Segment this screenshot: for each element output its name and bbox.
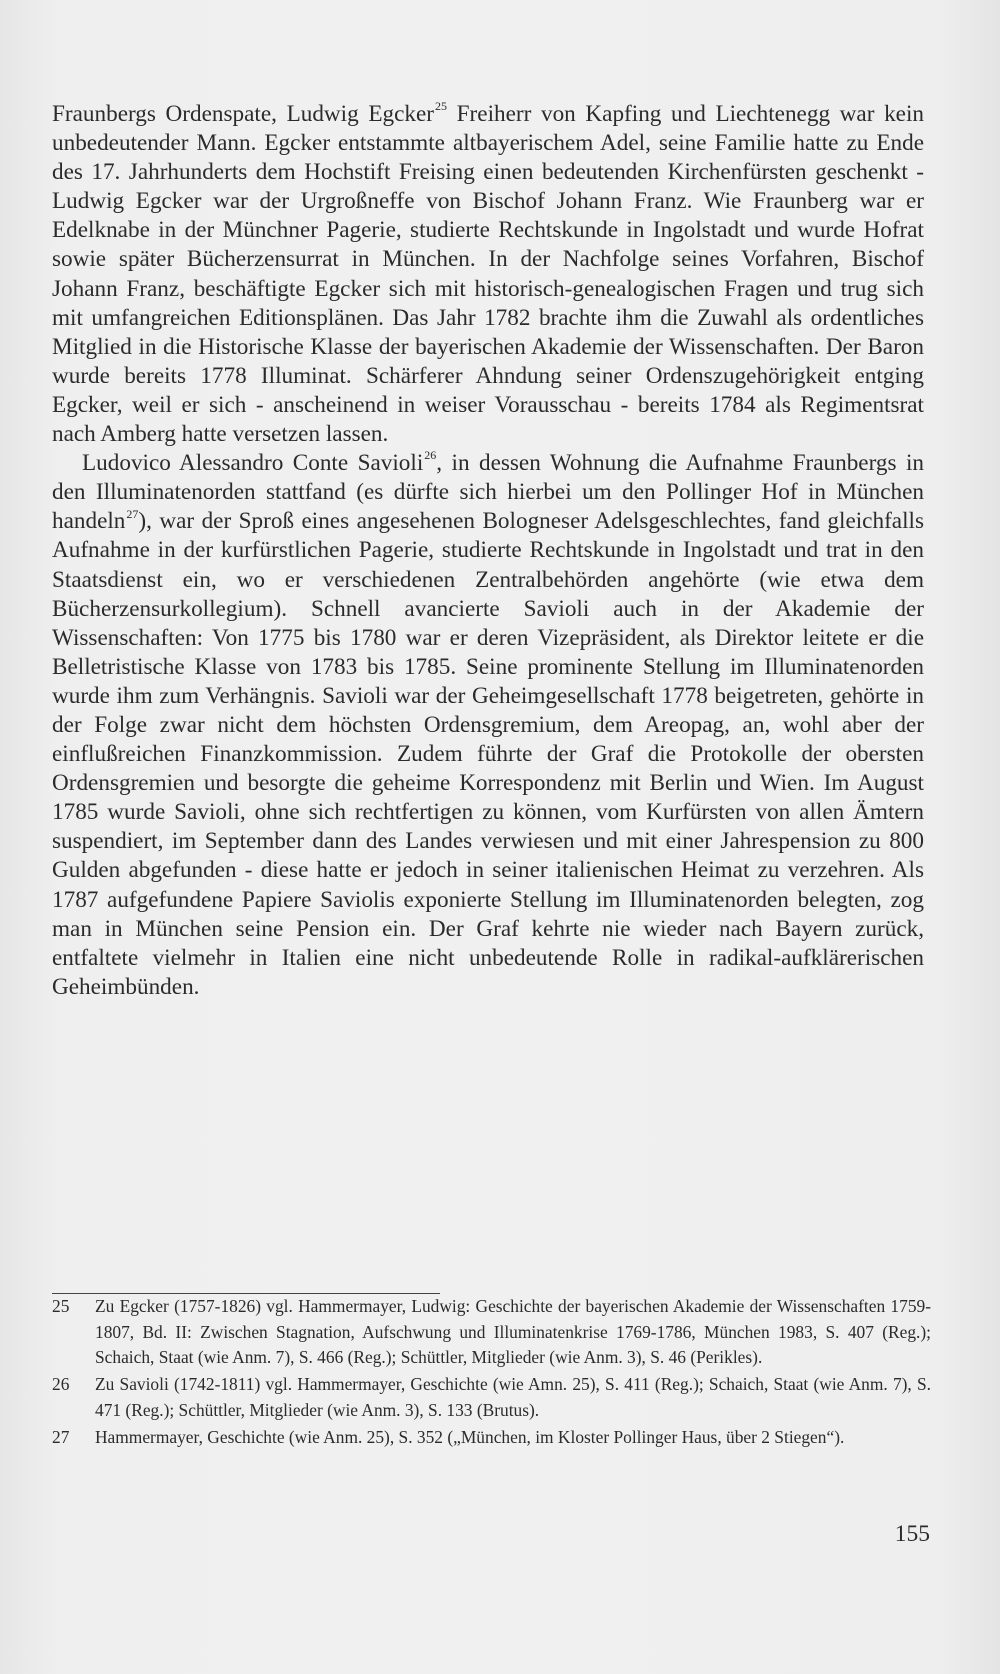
paragraph-text: Fraunbergs Ordenspate, Ludwig Egcker bbox=[52, 101, 435, 127]
footnote-number: 27 bbox=[52, 1426, 70, 1447]
paragraph-egcker bbox=[52, 100, 924, 449]
footnote-ref-25[interactable]: 25 bbox=[435, 99, 448, 114]
footnote-text: Hammermayer, Geschichte (wie Anm. 25), S. 352 („München, im Kloster Pollinger Haus, über 2 Stiegen“). bbox=[95, 1426, 845, 1447]
footnote-number: 25 bbox=[52, 1296, 70, 1316]
page-number: 155 bbox=[894, 1521, 930, 1547]
footnote-ref-26[interactable]: 26 bbox=[424, 448, 437, 463]
paragraph-savioli bbox=[52, 449, 924, 1002]
footnote-text: Zu Savioli (1742-1811) vgl. Hammermayer, Geschichte (wie Amn. 25), S. 411 (Reg.); Schaich, Staat (wie Anm. 7), S. 471 (Reg.); Schüttler, Mitglieder (wie Anm. 3), S. 133 (Brutus). bbox=[95, 1374, 931, 1420]
paragraph-text: Freiherr von Kapfing und Liechtenegg war kein unbedeutender Mann. Egcker entstammte altbayerischem Adel, seine Familie hatte zu Ende des 17. Jahrhunderts dem Hochstift Freising einen bedeutenden Kirchenfürsten geschenkt - Ludwig Egcker war der Urgroßneffe von Bischof Johann Franz. Wie Fraunberg war er Edelknabe in der Münchner Pagerie, studierte Rechtskunde in Ingolstadt und wurde Hofrat sowie später Bücherzensurrat in München. In der Nachfolge seines Vorfahren, Bischof Johann Franz, beschäftigte Egcker sich mit historisch-genealogischen Fragen und trug sich mit umfangreichen Editionsplänen. Das Jahr 1782 brachte ihm die Zuwahl als ordentliches Mitglied in die Historische Klasse der bayerischen Akademie der Wissenschaften. Der Baron wurde bereits 1778 Illuminat. Schärferer Ahndung seiner Ordenszugehörigkeit entging Egcker, weil er sich - anscheinend in weiser Vorausschau - bereits 1784 als Regimentsrat nach Amberg hatte versetzen lassen. bbox=[52, 101, 925, 448]
footnotes bbox=[52, 1294, 931, 1452]
footnote-number: 26 bbox=[52, 1374, 70, 1394]
paragraph-text: ), war der Sproß eines angesehenen Bologneser Adelsgeschlechtes, fand gleichfalls Aufnahme in der kurfürstlichen Pagerie, studierte Rechtskunde in Ingolstadt und trat in den Staatsdienst ein, wo er verschiedenen Zentralbehörden angehörte (wie etwa dem Bücherzensurkollegium). Schnell avancierte Savioli auch in der Akademie der Wissenschaften: Von 1775 bis 1780 war er deren Vizepräsident, als Direktor leitete er die Belletristische Klasse von 1783 bis 1785. Seine prominente Stellung im Illuminatenorden wurde ihm zum Verhängnis. Savioli war der Geheimgesellschaft 1778 beigetreten, gehörte in der Folge zwar nicht dem höchsten Ordensgremium, dem Areopag, an, wohl aber der einflußreichen Finanzkommission. Zudem führte der Graf die Protokolle der obersten Ordensgremien und besorgte die geheime Korrespondenz mit Berlin und Wien. Im August 1785 wurde Savioli, ohne sich rechtfertigen zu können, vom Kurfürsten von allen Ämtern suspendiert, im September dann des Landes verwiesen und mit einer Jahrespension zu 800 Gulden abgefunden - diese hatte er jedoch in seiner italienischen Heimat zu verzehren. Als 1787 aufgefundene Papiere Saviolis exponierte Stellung im Illuminatenorden belegten, zog man in München seine Pension ein. Der Graf kehrte nie wieder nach Bayern zurück, entfaltete vielmehr in Italien eine nicht unbedeutende Rolle in radikal-aufklärerischen Geheimbünden. bbox=[52, 508, 924, 1000]
footnote-26 bbox=[52, 1372, 931, 1423]
paragraph-text: , in dessen Wohnung die Aufnahme Fraunbergs in den Illuminatenorden stattfand (es dürfte sich hierbei um den Pollinger Hof in München handeln bbox=[52, 450, 924, 535]
paragraph-text: Ludovico Alessandro Conte Savioli bbox=[82, 450, 424, 477]
footnote-ref-27[interactable]: 27 bbox=[126, 506, 139, 521]
body-text bbox=[52, 100, 924, 1002]
footnote-25 bbox=[52, 1294, 931, 1371]
footnote-27 bbox=[52, 1425, 931, 1451]
footnote-text: Zu Egcker (1757-1826) vgl. Hammermayer, Ludwig: Geschichte der bayerischen Akademie der Wissenschaften 1759-1807, Bd. II: Zwischen Stagnation, Aufschwung und Illuminatenkrise 1769-1786, München 1983, S. 407 (Reg.); Schaich, Staat (wie Anm. 7), S. 466 (Reg.); Schüttler, Mitglieder (wie Anm. 3), S. 46 (Perikles). bbox=[95, 1296, 931, 1367]
